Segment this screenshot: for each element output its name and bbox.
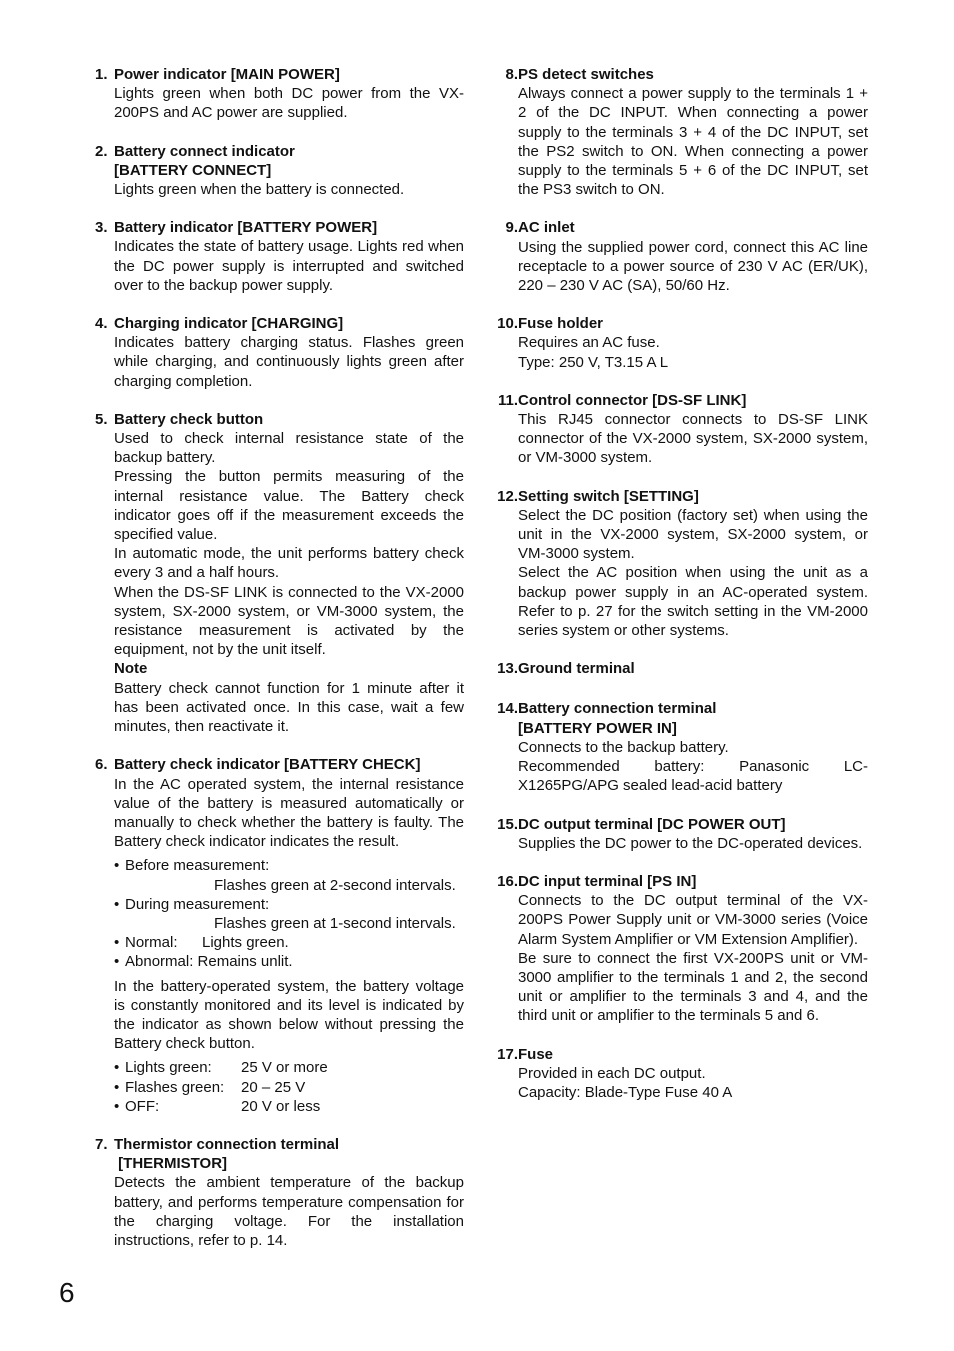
item-body: Select the AC position when using the unit as a backup power supply in an AC-operated system. Refer to p. 27 for the switch setting in the VM-2000 series system or other systems.: [518, 564, 868, 640]
item-body: Recommended battery: Panasonic LC-X1265PG/APG sealed lead-acid battery: [518, 758, 868, 795]
item-body: Always connect a power supply to the terminals 1 + 2 of the DC INPUT. When connecting a power supply to the terminals 3 + 4 of the DC INPUT, set the PS2 switch to ON. When connecting a power supply to the terminals 5 + 6 of the DC INPUT, set the PS3 switch to ON.: [518, 85, 868, 199]
item-number: 9.: [505, 219, 518, 237]
item-number: 12.: [497, 487, 518, 505]
item-body: In the battery-operated system, the battery voltage is constantly monitored and its level is indicated by the indicator as shown below without pressing the Battery check button.: [114, 977, 464, 1053]
note-body: Battery check cannot function for 1 minute after it has been activated once. In this case, wait a few minutes, then reactivate it.: [114, 679, 464, 736]
item-battery-check-button: [95, 410, 464, 736]
item-ground-terminal: [490, 659, 868, 678]
item-setting-switch: [490, 487, 868, 641]
measurement-state-list: [114, 856, 464, 971]
item-title: DC input terminal [PS IN]: [518, 872, 697, 890]
list-item: • Normal: Lights green.: [114, 934, 289, 952]
item-number: 17.: [497, 1045, 518, 1063]
item-body: Type: 250 V, T3.15 A L: [518, 353, 669, 371]
left-column: [95, 65, 464, 1269]
item-body: Connects to the DC output terminal of the VX-200PS Power Supply unit or VM-3000 series (Voice Alarm System Amplifier or VM Extension Amplifier).: [518, 892, 868, 948]
item-body: This RJ45 connector connects to DS-SF LINK connector of the VX-2000 system, SX-2000 system, or VM-3000 system.: [518, 411, 868, 467]
item-number: 4.: [95, 315, 108, 333]
item-body: When the DS-SF LINK is connected to the VX-2000 system, SX-2000 system, or VM-3000 system, the resistance measurement is activated by the equipment, not by the unit itself.: [114, 583, 464, 659]
item-body: Supplies the DC power to the DC-operated devices.: [518, 834, 863, 852]
item-number: 13.: [497, 660, 518, 678]
item-control-connector: [490, 391, 868, 468]
item-number: 10.: [497, 315, 518, 333]
item-number: 15.: [497, 815, 518, 833]
item-body: Indicates the state of battery usage. Lights red when the DC power supply is interrupted and switched over to the backup power supply.: [114, 238, 464, 294]
item-dc-output-terminal: [490, 815, 868, 853]
item-title: Control connector [DS-SF LINK]: [518, 391, 747, 409]
item-battery-connect-indicator: [95, 142, 464, 200]
voltage-level-list: [114, 1058, 464, 1116]
item-title: Battery connection terminal: [518, 700, 717, 718]
item-number: 1.: [95, 66, 108, 83]
item-title-2: [BATTERY POWER IN]: [518, 719, 677, 737]
item-title: Power indicator [MAIN POWER]: [114, 66, 340, 83]
note-title: Note: [114, 660, 148, 678]
item-title-2: [THERMISTOR]: [114, 1155, 228, 1173]
item-ac-inlet: [490, 218, 868, 295]
item-body: Pressing the button permits measuring of the internal resistance value. The Battery check indicator goes off if the measurement exceeds the specified value.: [114, 468, 464, 544]
item-title: DC output terminal [DC POWER OUT]: [518, 815, 786, 833]
item-number: 8.: [505, 66, 518, 83]
item-battery-connection-terminal: [490, 699, 868, 795]
list-item: • Flashes green: 20 – 25 V: [114, 1078, 306, 1096]
item-body: Provided in each DC output.: [518, 1064, 706, 1082]
list-item: • OFF: 20 V or less: [114, 1097, 321, 1115]
item-title: Fuse holder: [518, 315, 604, 333]
item-title: Thermistor connection terminal: [114, 1135, 340, 1153]
item-thermistor-terminal: [95, 1135, 464, 1250]
item-title: Setting switch [SETTING]: [518, 487, 699, 505]
item-body: Indicates battery charging status. Flashes green while charging, and continuously lights green after charging completion.: [114, 334, 464, 390]
item-title: Charging indicator [CHARGING]: [114, 315, 344, 333]
list-item: • Abnormal: Remains unlit.: [114, 953, 293, 971]
item-battery-indicator: [95, 218, 464, 295]
item-title: Ground terminal: [518, 660, 635, 678]
item-charging-indicator: [95, 314, 464, 391]
item-body: Connects to the backup battery.: [518, 738, 729, 756]
item-title: AC inlet: [518, 219, 575, 237]
item-body: Requires an AC fuse.: [518, 334, 660, 352]
item-title: Battery connect indicator: [114, 142, 295, 160]
item-number: 14.: [497, 700, 518, 718]
item-title: Battery check button: [114, 410, 264, 428]
list-item: • Lights green: 25 V or more: [114, 1059, 328, 1077]
item-title: PS detect switches: [518, 66, 654, 83]
item-number: 3.: [95, 219, 108, 237]
item-number: 5.: [95, 410, 108, 428]
item-title-2: [BATTERY CONNECT]: [114, 161, 272, 179]
item-power-indicator: [95, 65, 464, 123]
item-number: 11.: [497, 391, 518, 409]
item-body: Detects the ambient temperature of the backup battery, and performs temperature compensation for the charging voltage. For the installation instructions, refer to p. 14.: [114, 1174, 464, 1249]
item-body: Capacity: Blade-Type Fuse 40 A: [518, 1083, 733, 1101]
item-fuse: [490, 1045, 868, 1103]
item-body: Used to check internal resistance state of the backup battery.: [114, 430, 464, 467]
item-number: 7.: [95, 1135, 108, 1153]
item-title: Battery check indicator [BATTERY CHECK]: [114, 756, 421, 774]
item-number: 16.: [497, 872, 518, 890]
item-ps-detect-switches: [490, 65, 868, 199]
page-number: 6: [59, 1277, 75, 1308]
item-number: 2.: [95, 142, 108, 160]
item-title: Battery indicator [BATTERY POWER]: [114, 219, 378, 237]
list-item: • During measurement: Flashes green at 1-second intervals.: [114, 895, 456, 932]
item-body: In automatic mode, the unit performs battery check every 3 and a half hours.: [114, 545, 464, 582]
item-body: Using the supplied power cord, connect this AC line receptacle to a power source of 230 V AC (ER/UK), 220 – 230 V AC (SA), 50/60 Hz.: [518, 238, 868, 295]
item-title: Fuse: [518, 1045, 554, 1063]
item-fuse-holder: [490, 314, 868, 372]
item-dc-input-terminal: [490, 872, 868, 1026]
item-body: Select the DC position (factory set) when using the unit in the VX-2000 system, SX-2000 system, or VM-3000 system.: [518, 506, 868, 563]
list-item: • Before measurement: Flashes green at 2-second intervals.: [114, 857, 456, 894]
item-body: In the AC operated system, the internal resistance value of the battery is measured automatically or manually to check whether the battery is faulty. The Battery check indicator indicates the result.: [114, 775, 464, 851]
item-battery-check-indicator: [95, 755, 464, 1116]
item-body: Be sure to connect the first VX-200PS unit or VM-3000 amplifier to the terminals 1 and 2, the second unit or amplifier to the terminals 3 and 4, and the third unit or amplifier to the terminals 5 and 6.: [518, 949, 868, 1025]
right-column: [490, 65, 868, 1121]
item-body: Lights green when both DC power from the VX-200PS and AC power are supplied.: [114, 85, 464, 122]
item-number: 6.: [95, 756, 108, 774]
item-body: Lights green when the battery is connected.: [114, 181, 405, 199]
